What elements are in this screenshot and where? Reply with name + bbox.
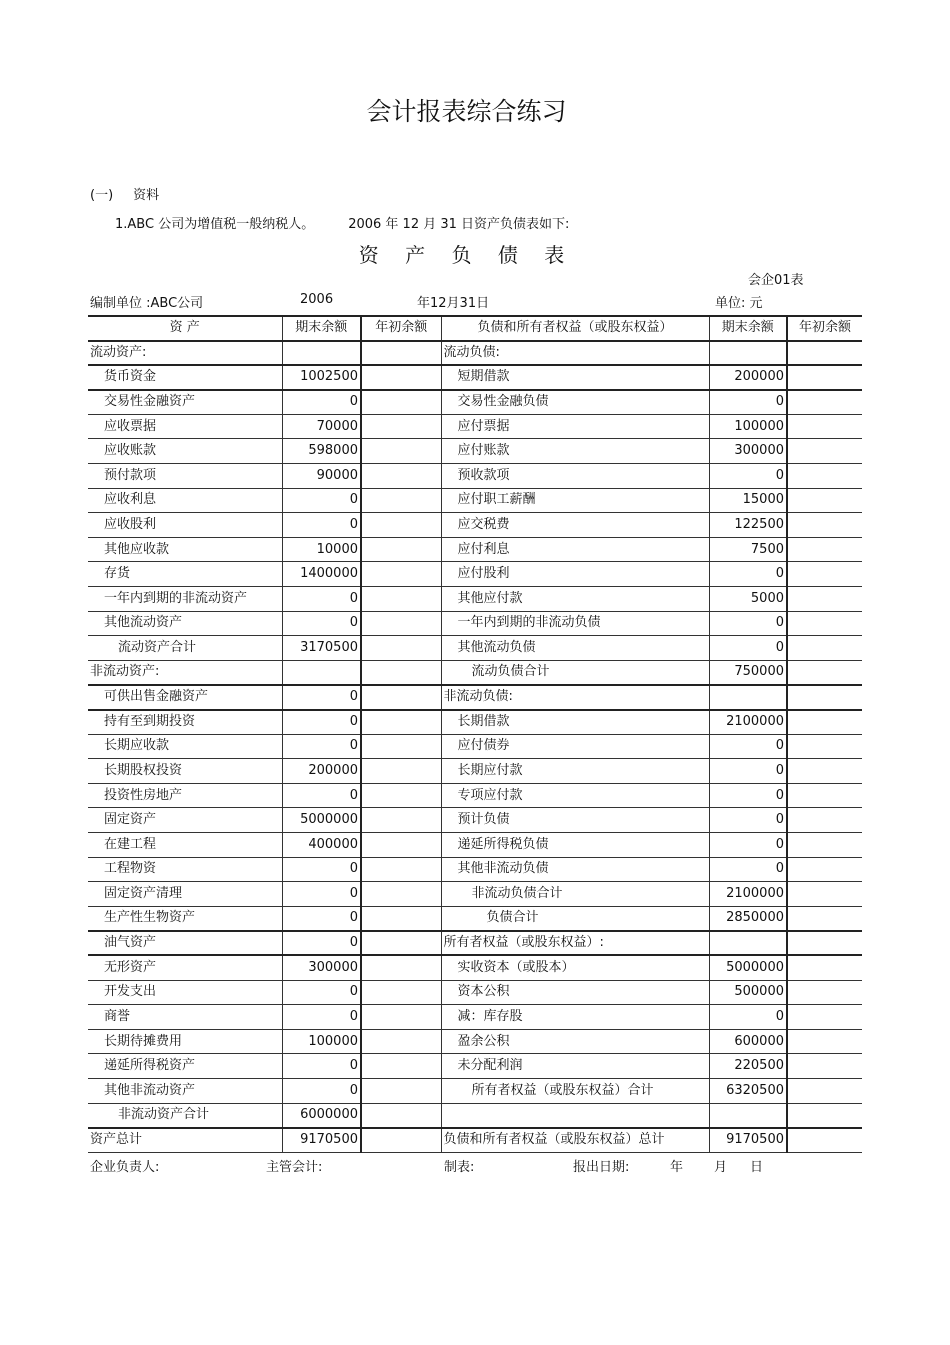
intro-text: 1.ABC 公司为增值税一般纳税人。 <box>115 217 315 232</box>
liability-end-balance: 5000 <box>709 587 787 612</box>
liability-end-balance: 2850000 <box>709 906 787 931</box>
liability-end-balance: 0 <box>709 734 787 759</box>
asset-begin-balance <box>361 882 441 907</box>
footer-accountant: 主管会计: <box>266 1160 323 1175</box>
asset-label: 资产总计 <box>88 1128 282 1153</box>
asset-end-balance: 598000 <box>282 439 361 464</box>
asset-label: 流动资产合计 <box>88 636 282 661</box>
table-row <box>88 660 862 685</box>
asset-begin-balance <box>361 710 441 735</box>
liability-begin-balance <box>787 882 862 907</box>
liability-end-balance: 7500 <box>709 537 787 562</box>
asset-label: 应收票据 <box>88 414 282 439</box>
footer-preparer: 制表: <box>444 1160 475 1175</box>
liability-end-balance: 122500 <box>709 513 787 538</box>
balance-sheet-table <box>88 315 862 1153</box>
liability-begin-balance <box>787 537 862 562</box>
liability-label <box>441 1103 709 1128</box>
liability-label: 预计负债 <box>441 808 709 833</box>
table-row <box>88 1054 862 1079</box>
liability-end-balance: 5000000 <box>709 955 787 980</box>
liability-label: 实收资本（或股本） <box>441 955 709 980</box>
liability-end-balance: 0 <box>709 562 787 587</box>
table-row <box>88 488 862 513</box>
liability-end-balance: 2100000 <box>709 882 787 907</box>
liability-label: 未分配利润 <box>441 1054 709 1079</box>
asset-label: 在建工程 <box>88 832 282 857</box>
asset-end-balance: 1400000 <box>282 562 361 587</box>
asset-end-balance: 1002500 <box>282 365 361 390</box>
asset-begin-balance <box>361 537 441 562</box>
asset-begin-balance <box>361 562 441 587</box>
asset-label: 生产性生物资产 <box>88 906 282 931</box>
asset-begin-balance <box>361 660 441 685</box>
balance-sheet-title: 资 产 负 债 表 <box>358 243 575 267</box>
asset-begin-balance <box>361 980 441 1005</box>
asset-begin-balance <box>361 955 441 980</box>
liability-end-balance: 0 <box>709 832 787 857</box>
asset-begin-balance <box>361 906 441 931</box>
liability-label: 应付账款 <box>441 439 709 464</box>
liability-begin-balance <box>787 636 862 661</box>
liability-begin-balance <box>787 365 862 390</box>
liability-end-balance: 200000 <box>709 365 787 390</box>
liability-end-balance: 600000 <box>709 1029 787 1054</box>
liability-begin-balance <box>787 464 862 489</box>
asset-end-balance: 0 <box>282 1005 361 1030</box>
liability-end-balance: 15000 <box>709 488 787 513</box>
table-row <box>88 365 862 390</box>
table-header-row <box>88 316 862 341</box>
liability-label: 所有者权益（或股东权益）合计 <box>441 1078 709 1103</box>
liability-label: 一年内到期的非流动负债 <box>441 611 709 636</box>
asset-begin-balance <box>361 1005 441 1030</box>
liability-label: 资本公积 <box>441 980 709 1005</box>
table-row <box>88 341 862 366</box>
asset-label: 一年内到期的非流动资产 <box>88 587 282 612</box>
liability-begin-balance <box>787 832 862 857</box>
table-row <box>88 710 862 735</box>
form-code: 会企01表 <box>748 273 804 288</box>
asset-end-balance: 3170500 <box>282 636 361 661</box>
asset-label: 应收利息 <box>88 488 282 513</box>
asset-end-balance: 400000 <box>282 832 361 857</box>
footer-month: 月 <box>714 1160 728 1175</box>
asset-label: 非流动资产: <box>88 660 282 685</box>
asset-begin-balance <box>361 1103 441 1128</box>
liability-begin-balance <box>787 660 862 685</box>
asset-label: 开发支出 <box>88 980 282 1005</box>
asset-label: 其他流动资产 <box>88 611 282 636</box>
table-row <box>88 955 862 980</box>
asset-begin-balance <box>361 414 441 439</box>
table-row <box>88 464 862 489</box>
asset-end-balance: 5000000 <box>282 808 361 833</box>
liability-begin-balance <box>787 488 862 513</box>
asset-begin-balance <box>361 513 441 538</box>
liability-end-balance: 0 <box>709 783 787 808</box>
liability-end-balance: 0 <box>709 857 787 882</box>
table-row <box>88 1005 862 1030</box>
preparing-unit: 编制单位 :ABC公司 <box>90 296 204 311</box>
table-row <box>88 587 862 612</box>
asset-label: 货币资金 <box>88 365 282 390</box>
asset-label: 其他应收款 <box>88 537 282 562</box>
asset-label: 长期待摊费用 <box>88 1029 282 1054</box>
asset-end-balance: 0 <box>282 882 361 907</box>
asset-end-balance: 10000 <box>282 537 361 562</box>
report-date: 年12月31日 <box>417 296 490 311</box>
liability-label: 流动负债合计 <box>441 660 709 685</box>
asset-begin-balance <box>361 857 441 882</box>
asset-end-balance: 0 <box>282 710 361 735</box>
asset-label: 持有至到期投资 <box>88 710 282 735</box>
liability-end-balance: 9170500 <box>709 1128 787 1153</box>
footer-head: 企业负责人: <box>90 1160 160 1175</box>
asset-label: 递延所得税资产 <box>88 1054 282 1079</box>
asset-label: 商誉 <box>88 1005 282 1030</box>
liability-begin-balance <box>787 1078 862 1103</box>
asset-label: 无形资产 <box>88 955 282 980</box>
asset-end-balance: 0 <box>282 488 361 513</box>
table-row <box>88 759 862 784</box>
column-header: 期末余额 <box>282 316 361 341</box>
column-header: 负债和所有者权益（或股东权益） <box>441 316 709 341</box>
table-row <box>88 808 862 833</box>
table-row <box>88 390 862 415</box>
asset-begin-balance <box>361 783 441 808</box>
asset-end-balance: 0 <box>282 390 361 415</box>
liability-begin-balance <box>787 759 862 784</box>
liability-label: 其他应付款 <box>441 587 709 612</box>
asset-end-balance: 0 <box>282 513 361 538</box>
table-row <box>88 414 862 439</box>
asset-end-balance: 200000 <box>282 759 361 784</box>
footer-day: 日 <box>750 1160 764 1175</box>
asset-label: 流动资产: <box>88 341 282 366</box>
asset-end-balance: 0 <box>282 685 361 710</box>
liability-end-balance: 0 <box>709 1005 787 1030</box>
asset-begin-balance <box>361 832 441 857</box>
asset-label: 固定资产 <box>88 808 282 833</box>
asset-end-balance: 0 <box>282 783 361 808</box>
table-row <box>88 611 862 636</box>
asset-end-balance: 0 <box>282 1054 361 1079</box>
liability-label: 盈余公积 <box>441 1029 709 1054</box>
table-row <box>88 980 862 1005</box>
liability-end-balance: 220500 <box>709 1054 787 1079</box>
liability-end-balance: 0 <box>709 759 787 784</box>
table-row <box>88 734 862 759</box>
asset-label: 应收股利 <box>88 513 282 538</box>
asset-end-balance: 300000 <box>282 955 361 980</box>
asset-end-balance: 0 <box>282 857 361 882</box>
asset-end-balance: 0 <box>282 611 361 636</box>
section-heading <box>90 184 179 203</box>
asset-end-balance: 0 <box>282 906 361 931</box>
table-row <box>88 1078 862 1103</box>
liability-label: 负债合计 <box>441 906 709 931</box>
table-row <box>88 906 862 931</box>
liability-begin-balance <box>787 414 862 439</box>
asset-end-balance: 0 <box>282 1078 361 1103</box>
table-row <box>88 832 862 857</box>
liability-begin-balance <box>787 513 862 538</box>
asset-begin-balance <box>361 464 441 489</box>
asset-end-balance: 90000 <box>282 464 361 489</box>
liability-label: 其他流动负债 <box>441 636 709 661</box>
liability-label: 流动负债: <box>441 341 709 366</box>
asset-begin-balance <box>361 488 441 513</box>
liability-begin-balance <box>787 734 862 759</box>
asset-begin-balance <box>361 341 441 366</box>
asset-end-balance: 0 <box>282 980 361 1005</box>
asset-begin-balance <box>361 734 441 759</box>
asset-end-balance <box>282 660 361 685</box>
section-number: (一) <box>90 188 114 203</box>
intro-date: 2006 年 12 月 31 日资产负债表如下: <box>348 217 570 232</box>
liability-end-balance: 0 <box>709 636 787 661</box>
report-year: 2006 <box>300 292 334 307</box>
liability-label: 其他非流动负债 <box>441 857 709 882</box>
liability-label: 所有者权益（或股东权益）: <box>441 931 709 956</box>
column-header: 年初余额 <box>787 316 862 341</box>
column-header: 期末余额 <box>709 316 787 341</box>
asset-end-balance: 9170500 <box>282 1128 361 1153</box>
table-row <box>88 1128 862 1153</box>
liability-label: 减：库存股 <box>441 1005 709 1030</box>
liability-end-balance: 0 <box>709 464 787 489</box>
asset-label: 可供出售金融资产 <box>88 685 282 710</box>
liability-end-balance: 100000 <box>709 414 787 439</box>
asset-begin-balance <box>361 685 441 710</box>
liability-label: 递延所得税负债 <box>441 832 709 857</box>
asset-label: 非流动资产合计 <box>88 1103 282 1128</box>
asset-end-balance: 0 <box>282 587 361 612</box>
asset-label: 其他非流动资产 <box>88 1078 282 1103</box>
asset-begin-balance <box>361 1128 441 1153</box>
asset-label: 交易性金融资产 <box>88 390 282 415</box>
liability-label: 应付票据 <box>441 414 709 439</box>
table-row <box>88 1029 862 1054</box>
liability-label: 非流动负债: <box>441 685 709 710</box>
liability-end-balance <box>709 341 787 366</box>
table-row <box>88 537 862 562</box>
liability-end-balance <box>709 685 787 710</box>
liability-end-balance: 6320500 <box>709 1078 787 1103</box>
table-row <box>88 882 862 907</box>
liability-label: 应付职工薪酬 <box>441 488 709 513</box>
table-row <box>88 562 862 587</box>
liability-begin-balance <box>787 931 862 956</box>
liability-label: 短期借款 <box>441 365 709 390</box>
footer-report-date: 报出日期: <box>573 1160 630 1175</box>
liability-label: 专项应付款 <box>441 783 709 808</box>
asset-end-balance <box>282 341 361 366</box>
liability-end-balance: 300000 <box>709 439 787 464</box>
liability-begin-balance <box>787 1128 862 1153</box>
liability-begin-balance <box>787 808 862 833</box>
liability-label: 长期借款 <box>441 710 709 735</box>
asset-label: 长期应收款 <box>88 734 282 759</box>
asset-label: 油气资产 <box>88 931 282 956</box>
liability-begin-balance <box>787 857 862 882</box>
asset-begin-balance <box>361 1078 441 1103</box>
liability-begin-balance <box>787 439 862 464</box>
liability-end-balance: 750000 <box>709 660 787 685</box>
table-row <box>88 1103 862 1128</box>
table-row <box>88 513 862 538</box>
liability-label: 应交税费 <box>441 513 709 538</box>
asset-label: 工程物资 <box>88 857 282 882</box>
currency-unit: 单位: 元 <box>715 296 763 311</box>
asset-label: 预付款项 <box>88 464 282 489</box>
liability-label: 应付债券 <box>441 734 709 759</box>
liability-label: 长期应付款 <box>441 759 709 784</box>
liability-end-balance <box>709 931 787 956</box>
asset-label: 投资性房地产 <box>88 783 282 808</box>
liability-begin-balance <box>787 587 862 612</box>
asset-label: 存货 <box>88 562 282 587</box>
liability-label: 应付利息 <box>441 537 709 562</box>
asset-label: 固定资产清理 <box>88 882 282 907</box>
liability-begin-balance <box>787 562 862 587</box>
liability-label: 交易性金融负债 <box>441 390 709 415</box>
asset-begin-balance <box>361 931 441 956</box>
asset-begin-balance <box>361 808 441 833</box>
liability-end-balance: 0 <box>709 390 787 415</box>
liability-begin-balance <box>787 783 862 808</box>
asset-begin-balance <box>361 365 441 390</box>
asset-label: 应收账款 <box>88 439 282 464</box>
liability-label: 负债和所有者权益（或股东权益）总计 <box>441 1128 709 1153</box>
liability-end-balance: 0 <box>709 611 787 636</box>
liability-begin-balance <box>787 980 862 1005</box>
footer-year: 年 <box>670 1160 684 1175</box>
liability-begin-balance <box>787 685 862 710</box>
asset-label: 长期股权投资 <box>88 759 282 784</box>
table-row <box>88 439 862 464</box>
table-row <box>88 931 862 956</box>
liability-begin-balance <box>787 1103 862 1128</box>
asset-begin-balance <box>361 439 441 464</box>
liability-begin-balance <box>787 710 862 735</box>
liability-begin-balance <box>787 906 862 931</box>
liability-end-balance <box>709 1103 787 1128</box>
liability-label: 应付股利 <box>441 562 709 587</box>
liability-begin-balance <box>787 1029 862 1054</box>
asset-begin-balance <box>361 390 441 415</box>
intro-line <box>115 213 569 232</box>
asset-end-balance: 0 <box>282 931 361 956</box>
table-row <box>88 636 862 661</box>
liability-begin-balance <box>787 955 862 980</box>
asset-end-balance: 70000 <box>282 414 361 439</box>
asset-end-balance: 100000 <box>282 1029 361 1054</box>
table-row <box>88 783 862 808</box>
liability-end-balance: 500000 <box>709 980 787 1005</box>
asset-begin-balance <box>361 636 441 661</box>
column-header: 资 产 <box>88 316 282 341</box>
document-title: 会计报表综合练习 <box>366 97 567 126</box>
asset-begin-balance <box>361 611 441 636</box>
liability-end-balance: 2100000 <box>709 710 787 735</box>
table-row <box>88 857 862 882</box>
column-header: 年初余额 <box>361 316 441 341</box>
asset-begin-balance <box>361 1054 441 1079</box>
asset-begin-balance <box>361 759 441 784</box>
asset-end-balance: 6000000 <box>282 1103 361 1128</box>
asset-end-balance: 0 <box>282 734 361 759</box>
liability-begin-balance <box>787 1005 862 1030</box>
table-row <box>88 685 862 710</box>
liability-begin-balance <box>787 341 862 366</box>
asset-begin-balance <box>361 1029 441 1054</box>
section-label: 资料 <box>133 188 160 203</box>
liability-begin-balance <box>787 611 862 636</box>
liability-label: 预收款项 <box>441 464 709 489</box>
liability-begin-balance <box>787 1054 862 1079</box>
liability-begin-balance <box>787 390 862 415</box>
liability-label: 非流动负债合计 <box>441 882 709 907</box>
liability-end-balance: 0 <box>709 808 787 833</box>
asset-begin-balance <box>361 587 441 612</box>
